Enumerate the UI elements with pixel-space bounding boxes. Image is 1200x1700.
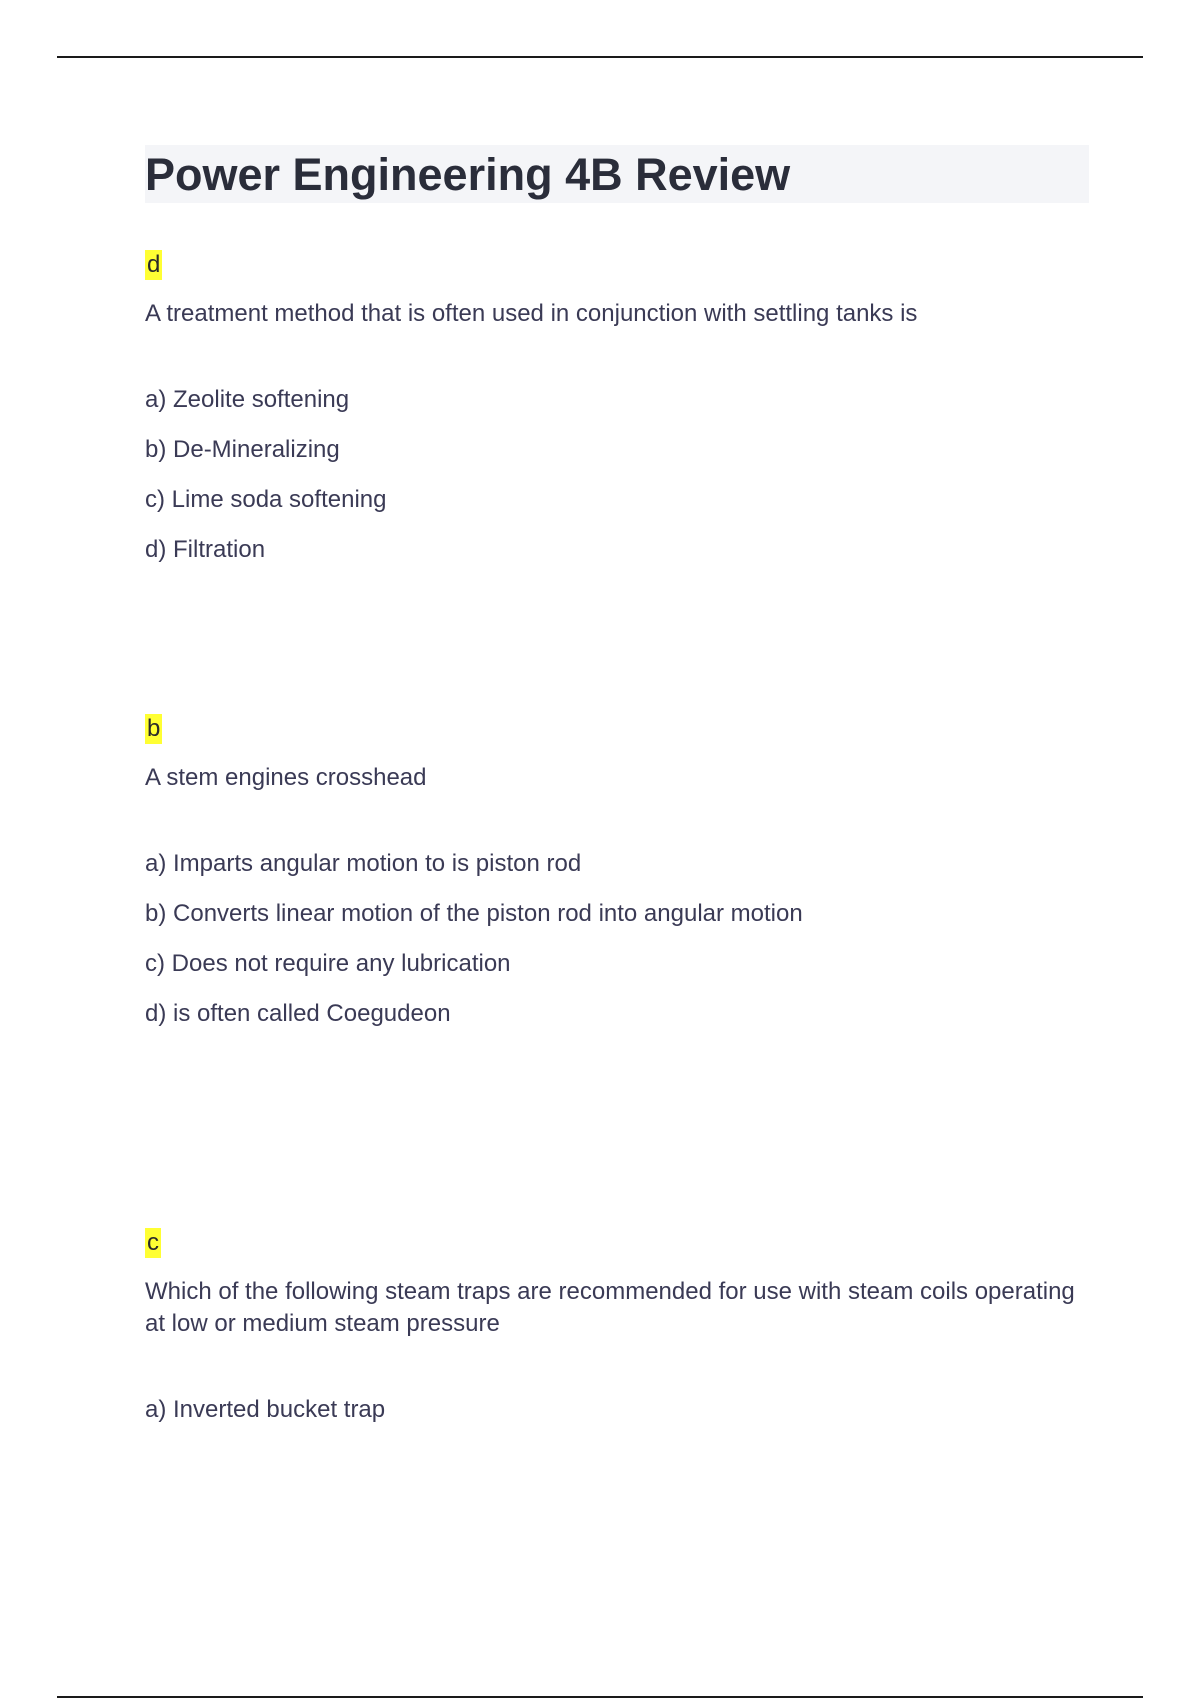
- bottom-rule: [57, 1696, 1143, 1698]
- question-1: [145, 247, 1089, 584]
- option-item: c) Does not require any lubrication: [145, 950, 511, 977]
- option-item: a) Inverted bucket trap: [145, 1396, 386, 1423]
- question-prompt: A stem engines crosshead: [145, 764, 427, 791]
- question-2: [145, 711, 1089, 1048]
- document-body: [145, 145, 1089, 1444]
- answer-key: d: [147, 251, 161, 278]
- option-item: c) Lime soda softening: [145, 486, 387, 513]
- answer-key: c: [147, 1229, 159, 1256]
- option-item: d) is often called Coegudeon: [145, 1000, 451, 1027]
- title-band: [145, 145, 1089, 203]
- answer-key: b: [147, 715, 161, 742]
- page-title: Power Engineering 4B Review: [145, 148, 791, 200]
- option-item: b) Converts linear motion of the piston rod into angular motion: [145, 900, 803, 927]
- question-prompt: Which of the following steam traps are recommended for use with steam coils operating at low or medium steam pressure: [145, 1278, 1075, 1337]
- option-item: a) Imparts angular motion to is piston rod: [145, 850, 582, 877]
- option-list: [145, 848, 1089, 1048]
- option-item: a) Zeolite softening: [145, 386, 350, 413]
- question-3: [145, 1225, 1089, 1444]
- option-list: [145, 1394, 1089, 1444]
- option-list: [145, 384, 1089, 584]
- top-rule: [57, 56, 1143, 58]
- option-item: d) Filtration: [145, 536, 266, 563]
- question-prompt: A treatment method that is often used in conjunction with settling tanks is: [145, 300, 918, 327]
- option-item: b) De-Mineralizing: [145, 436, 340, 463]
